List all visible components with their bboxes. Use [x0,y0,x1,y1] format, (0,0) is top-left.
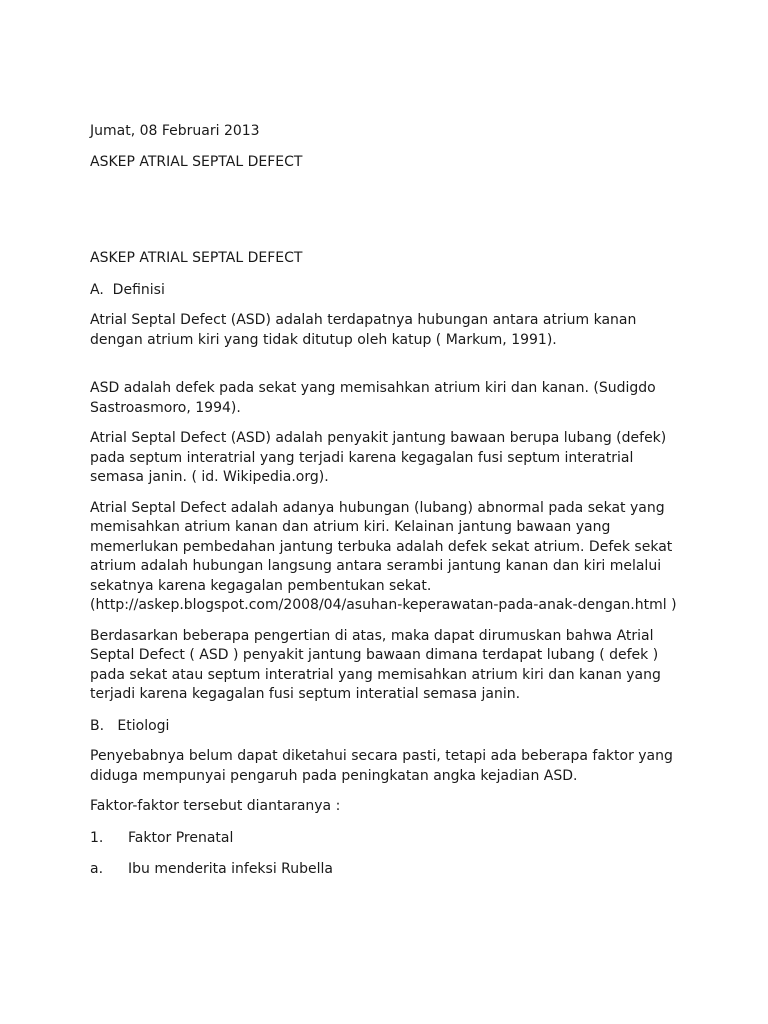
list-item [90,829,680,849]
document-heading: ASKEP ATRIAL SEPTAL DEFECT [90,250,303,266]
definition-paragraph-2: ASD adalah defek pada sekat yang memisahkan atrium kiri dan kanan. (Sudigdo Sastroasmoro, 1994). [90,380,656,416]
list-marker: 1. [90,829,104,846]
definition-paragraph-3: Atrial Septal Defect (ASD) adalah penyakit jantung bawaan berupa lubang (defek) pada septum interatrial yang terjadi karena kegagalan fusi septum interatrial semasa janin. ( id. Wikipedia.org). [90,430,667,485]
etiology-intro-paragraph: Penyebabnya belum dapat diketahui secara pasti, tetapi ada beberapa faktor yang diduga mempunyai pengaruh pada peningkatan angka kejadian ASD. [90,748,673,784]
document-body [90,122,680,880]
list-marker: a. [90,861,104,877]
list-item [90,860,680,880]
post-title: ASKEP ATRIAL SEPTAL DEFECT [90,153,303,170]
section-b-heading: B. Etiologi [90,717,170,734]
list-item-text: Faktor Prenatal [128,829,234,846]
definition-paragraph-5: Berdasarkan beberapa pengertian di atas, maka dapat dirumuskan bahwa Atrial Septal Defect ( ASD ) penyakit jantung bawaan dimana terdapat lubang ( defek ) pada sekat atau septum interatrial yang memisahkan atrium kiri dan kanan yang terjadi karena kegagalan fusi septum interatial semasa janin. [90,627,661,702]
post-date: Jumat, 08 Februari 2013 [90,123,260,139]
section-a-heading: A. Definisi [90,281,165,298]
factors-intro: Faktor-faktor tersebut diantaranya : [90,798,341,814]
list-item-text: Ibu menderita infeksi Rubella [128,861,334,877]
definition-paragraph-1: Atrial Septal Defect (ASD) adalah terdapatnya hubungan antara atrium kanan dengan atrium kiri yang tidak ditutup oleh katup ( Markum, 1991). [90,312,637,348]
definition-paragraph-4: Atrial Septal Defect adalah adanya hubungan (lubang) abnormal pada sekat yang memisahkan atrium kanan dan atrium kiri. Kelainan jantung bawaan yang memerlukan pembedahan jantung terbuka adalah defek sekat atrium. Defek sekat atrium adalah hubungan langsung antara serambi jantung kanan dan kiri melalui sekatnya karena kegagalan pembentukan sekat. (http://askep.blogspot.com/2008/04/asuhan-keperawatan-pada-anak-dengan.html ) [90,499,677,613]
